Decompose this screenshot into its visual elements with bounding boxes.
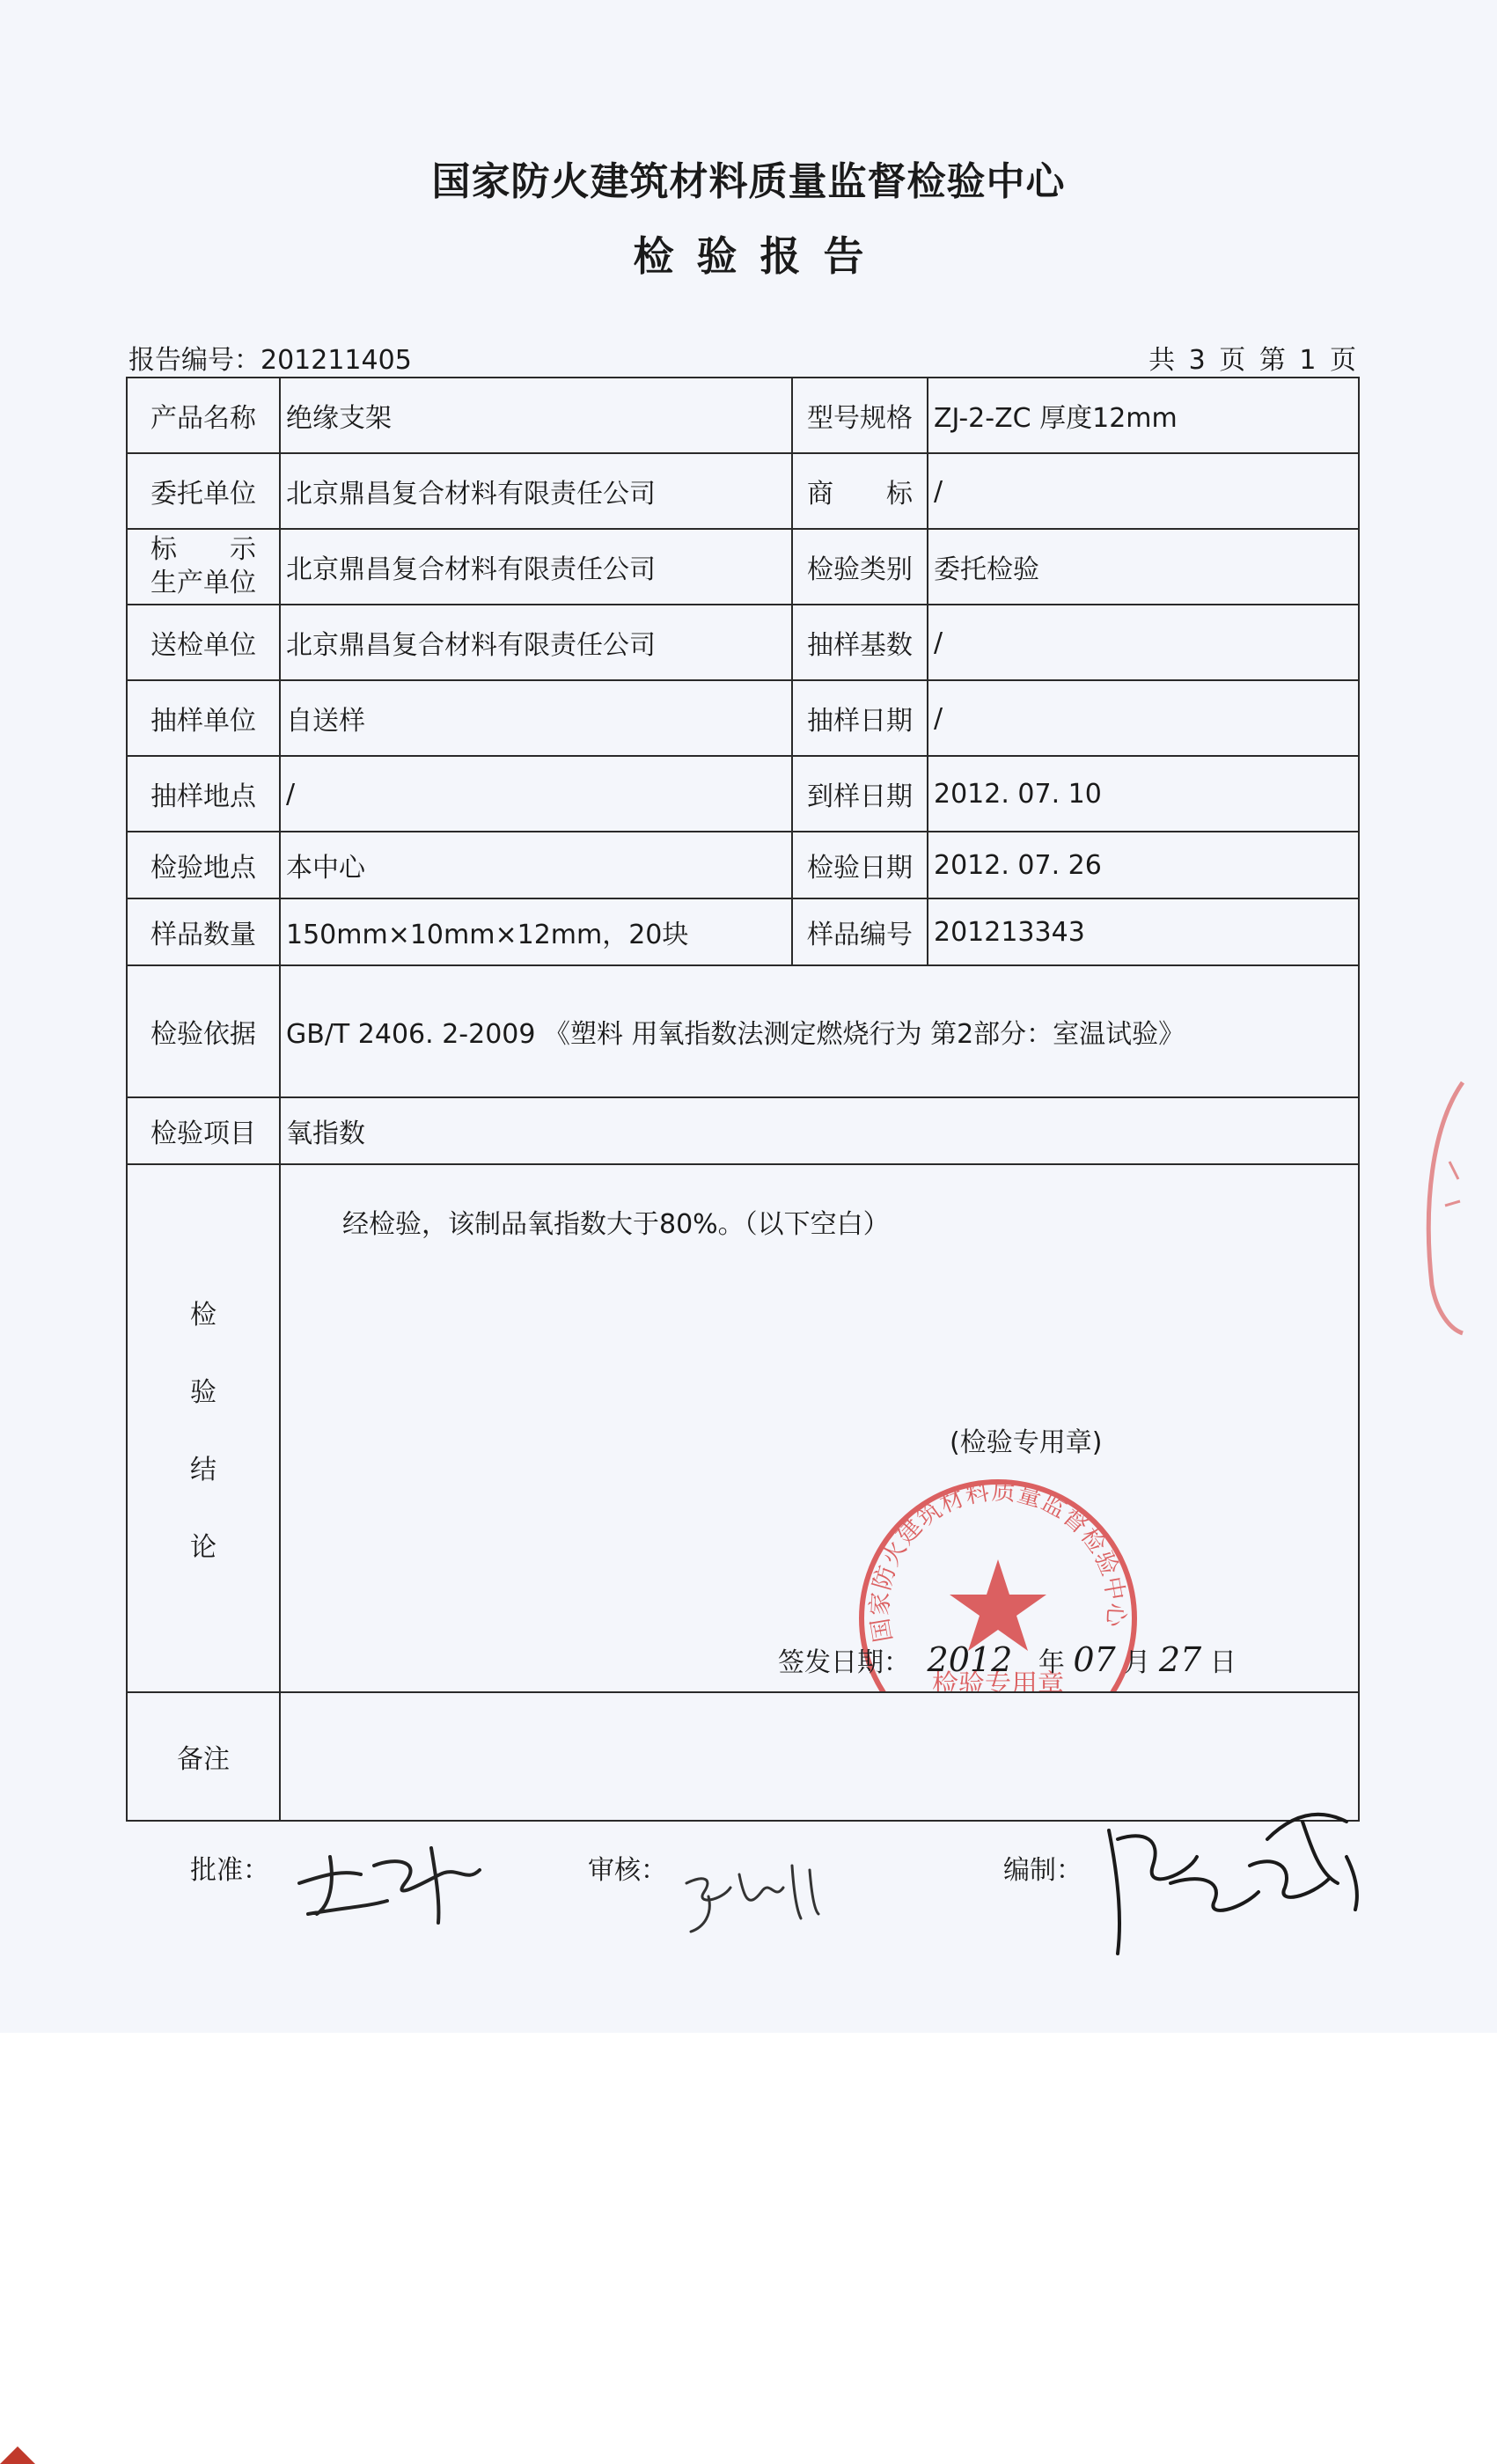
report-table (126, 377, 1360, 1822)
table-row (127, 1097, 1359, 1164)
field-label: 样品数量 (127, 898, 280, 965)
table-row (127, 378, 1359, 453)
field-label: 抽样地点 (127, 756, 280, 832)
table-row (127, 529, 1359, 605)
table-row (127, 680, 1359, 756)
stamp-caption: (检验专用章) (950, 1427, 1103, 1458)
table-row (127, 1692, 1359, 1821)
field-value: / (928, 680, 1359, 756)
table-row (127, 1164, 1359, 1692)
review-signature-icon (678, 1848, 836, 1936)
sign-date-year: 2012 (927, 1640, 1013, 1679)
table-row (127, 898, 1359, 965)
table-row (127, 832, 1359, 898)
field-label: 抽样基数 (792, 605, 928, 680)
field-value: ZJ-2-ZC 厚度12mm (928, 378, 1359, 453)
item-value: 氧指数 (280, 1097, 1359, 1164)
prepare-label: 编制： (1003, 1855, 1082, 1886)
table-row (127, 756, 1359, 832)
field-label-two-line (127, 529, 280, 605)
field-label: 商 标 (792, 453, 928, 529)
edge-stamp-icon (1414, 1074, 1467, 1338)
field-label: 抽样日期 (792, 680, 928, 756)
stamp-bottom-text: 检验专用章 (932, 1669, 1064, 1700)
conclusion-label-char: 验 (190, 1377, 216, 1408)
conclusion-label-char: 结 (190, 1455, 216, 1485)
page-info: 共 3 页 第 1 页 (1148, 345, 1356, 376)
conclusion-label-char: 检 (190, 1300, 216, 1331)
conclusion-label (127, 1164, 280, 1692)
field-value: 201213343 (928, 898, 1359, 965)
field-value: 自送样 (280, 680, 792, 756)
field-value: 北京鼎昌复合材料有限责任公司 (280, 453, 792, 529)
sign-date-month-unit: 月 (1124, 1647, 1151, 1678)
field-label: 委托单位 (127, 453, 280, 529)
field-label: 样品编号 (792, 898, 928, 965)
field-label-line2: 生产单位 (150, 568, 256, 598)
approve-label: 批准： (190, 1855, 269, 1886)
remarks-label: 备注 (127, 1692, 280, 1821)
field-label: 检验项目 (127, 1097, 280, 1164)
conclusion-cell (280, 1164, 1359, 1700)
remarks-value (280, 1692, 1359, 1821)
field-value: 北京鼎昌复合材料有限责任公司 (280, 529, 792, 605)
field-value: 150mm×10mm×12mm，20块 (280, 898, 792, 965)
table-row (127, 605, 1359, 680)
field-label: 型号规格 (792, 378, 928, 453)
field-label-line1: 标 示 (150, 534, 256, 565)
field-value: 本中心 (280, 832, 792, 898)
sign-date-month: 07 (1073, 1640, 1116, 1679)
table-row (127, 453, 1359, 529)
sign-date-year-unit: 年 (1038, 1647, 1065, 1678)
report-number (128, 338, 412, 377)
field-value: 2012. 07. 10 (928, 756, 1359, 832)
field-value: 委托检验 (928, 529, 1359, 605)
field-label: 产品名称 (127, 378, 280, 453)
field-label: 检验日期 (792, 832, 928, 898)
conclusion-text: 经检验，该制品氧指数大于80%。（以下空白） (342, 1209, 890, 1240)
field-label: 检验依据 (127, 965, 280, 1097)
field-label: 检验地点 (127, 832, 280, 898)
field-value: / (280, 756, 792, 832)
field-value: / (928, 605, 1359, 680)
corner-mark-icon (0, 2438, 35, 2464)
report-number-label: 报告编号： (128, 345, 261, 376)
document-title: 国家防火建筑材料质量监督检验中心 (431, 159, 1066, 204)
sign-date (778, 1640, 1236, 1679)
approve-signature-icon (290, 1822, 493, 1927)
field-value: 北京鼎昌复合材料有限责任公司 (280, 605, 792, 680)
field-value: 绝缘支架 (280, 378, 792, 453)
sign-date-day-unit: 日 (1209, 1647, 1236, 1678)
stamp-text: 国家防火建筑材料质量监督检验中心 (866, 1478, 1130, 1645)
prepare-signature-icon (1091, 1804, 1373, 1962)
field-value: 2012. 07. 26 (928, 832, 1359, 898)
sign-date-day: 27 (1158, 1640, 1202, 1679)
field-label: 检验类别 (792, 529, 928, 605)
field-label: 抽样单位 (127, 680, 280, 756)
document-subtitle: 检验报告 (633, 232, 887, 280)
field-label: 到样日期 (792, 756, 928, 832)
sign-date-label: 签发日期： (778, 1647, 910, 1678)
field-value: / (928, 453, 1359, 529)
report-number-value: 201211405 (261, 345, 412, 376)
basis-value: GB/T 2406. 2-2009 《塑料 用氧指数法测定燃烧行为 第2部分：室温试验》 (280, 965, 1359, 1097)
table-row (127, 965, 1359, 1097)
field-label: 送检单位 (127, 605, 280, 680)
conclusion-label-char: 论 (190, 1532, 216, 1563)
review-label: 审核： (588, 1855, 667, 1886)
